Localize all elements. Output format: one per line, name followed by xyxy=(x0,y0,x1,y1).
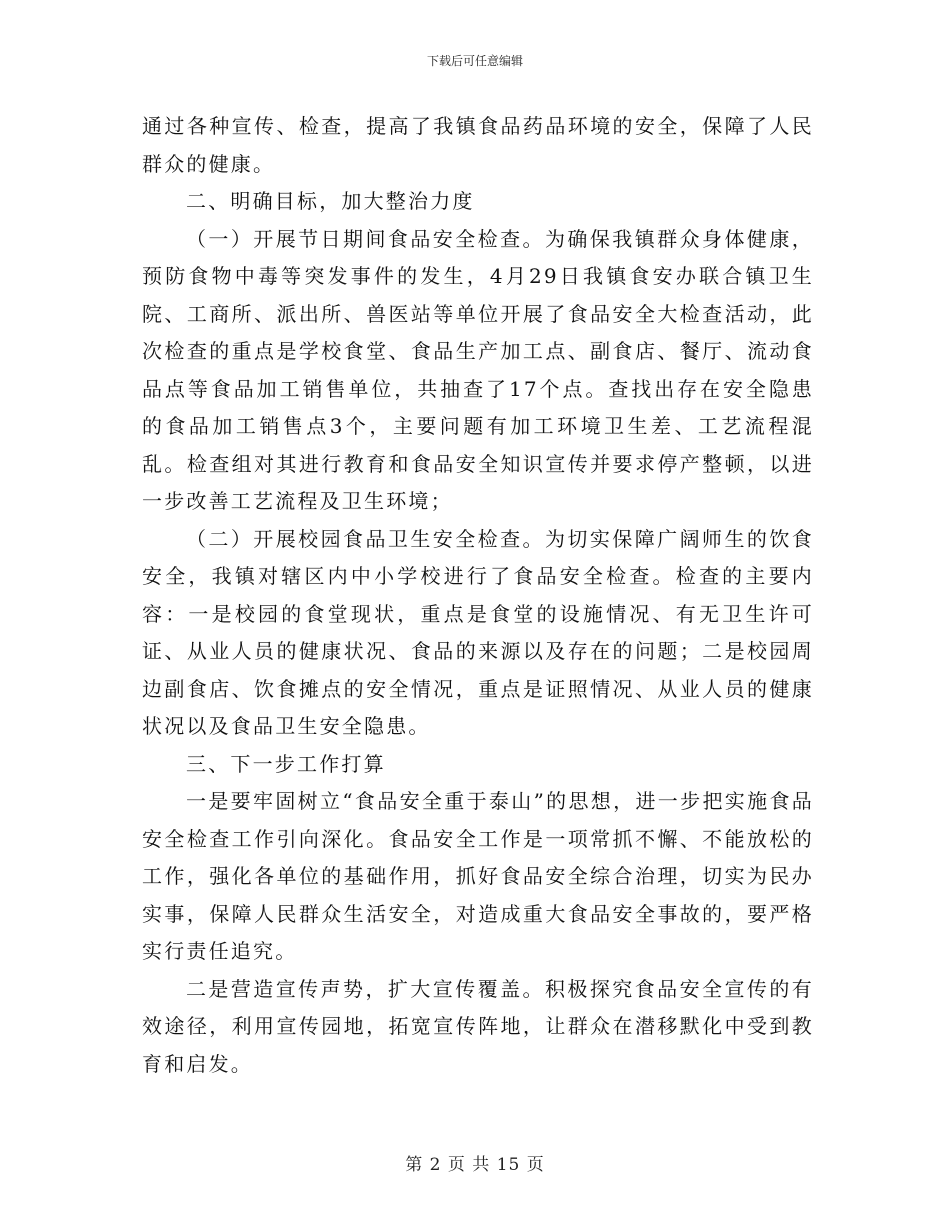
page-header: 下载后可任意编辑 xyxy=(426,54,523,68)
paragraph-plan-one: 一是要牢固树立“食品安全重于泰山”的思想，进一步把实施食品安全检查工作引向深化。食品安全工作是一项常抓不懈、不能放松的工作，强化各单位的基础作用，抓好食品安全综合治理，切实为民办实事，保障人民群众生活安全，对造成重大食品安全事故的，要严格实行责任追究。 xyxy=(142,789,814,963)
section-heading-2: 二、明确目标，加大整治力度 xyxy=(186,189,475,213)
paragraph-plan-two: 二是营造宣传声势，扩大宣传覆盖。积极探究食品安全宣传的有效途径，利用宣传园地，拓宽宣传阵地，让群众在潜移默化中受到教育和启发。 xyxy=(142,976,814,1076)
document-body xyxy=(142,108,814,1083)
page-number-footer: 第 2 页 共 15 页 xyxy=(405,1155,545,1175)
paragraph-continuation: 通过各种宣传、检查，提高了我镇食品药品环境的安全，保障了人民群众的健康。 xyxy=(142,114,814,176)
paragraph-campus-inspection: （二）开展校园食品卫生安全检查。为切实保障广阔师生的饮食安全，我镇对辖区内中小学校进行了食品安全检查。检查的主要内容：一是校园的食堂现状，重点是食堂的设施情况、有无卫生许可证、从业人员的健康状况、食品的来源以及存在的问题；二是校园周边副食店、饮食摊点的安全情况，重点是证照情况、从业人员的健康状况以及食品卫生安全隐患。 xyxy=(142,526,814,738)
paragraph-holiday-inspection: （一）开展节日期间食品安全检查。为确保我镇群众身体健康，预防食物中毒等突发事件的发生，4月29日我镇食安办联合镇卫生院、工商所、派出所、兽医站等单位开展了食品安全大检查活动，此次检查的重点是学校食堂、食品生产加工点、副食店、餐厅、流动食品点等食品加工销售单位，共抽查了17个点。查找出存在安全隐患的食品加工销售点3个，主要问题有加工环境卫生差、工艺流程混乱。检查组对其进行教育和食品安全知识宣传并要求停产整顿，以进一步改善工艺流程及卫生环境； xyxy=(142,226,814,513)
section-heading-3: 三、下一步工作打算 xyxy=(186,751,386,776)
